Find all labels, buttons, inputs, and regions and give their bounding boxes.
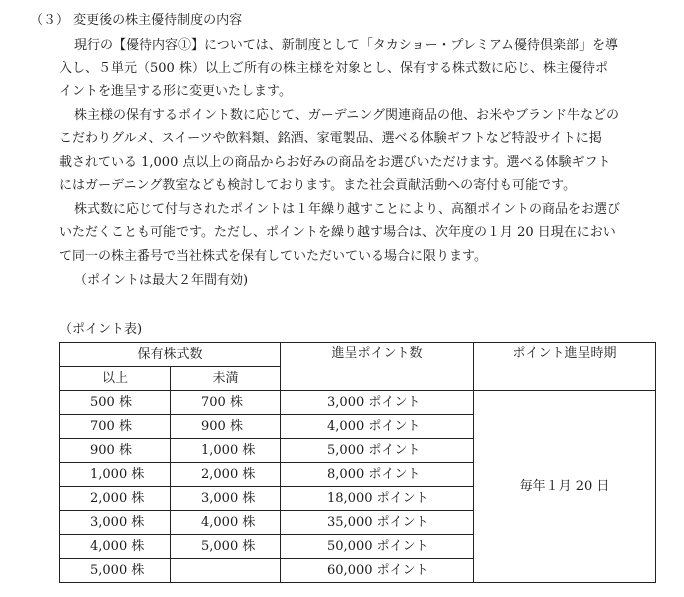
header-shares: 保有株式数 — [60, 343, 281, 367]
row-from: 3,000 株 — [60, 511, 171, 535]
row-to: 4,000 株 — [171, 511, 281, 535]
paragraph-3-line-2: いただくことも可能です。ただし、ポイントを繰り越す場合は、次年度の１月 20 日現在におい — [59, 225, 616, 240]
row-to: 5,000 株 — [171, 535, 281, 559]
row-from: 700 株 — [60, 415, 171, 439]
row-to: 3,000 株 — [171, 487, 281, 511]
row-points: 60,000 ポイント — [281, 559, 474, 583]
table-caption: （ポイント表) — [59, 322, 143, 337]
row-from: 500 株 — [60, 391, 171, 415]
row-points: 18,000 ポイント — [281, 487, 474, 511]
row-from: 2,000 株 — [60, 487, 171, 511]
paragraph-1-line-2: 入し、５単元（500 株）以上ご所有の株主様を対象とし、保有する株式数に応じ、株主優待ポ — [59, 61, 608, 76]
paragraph-1-line-3: イントを進呈する形に変更いたします。 — [59, 84, 292, 99]
header-from: 以上 — [60, 367, 171, 391]
paragraph-1-line-1: 現行の【優待内容①】については、新制度として「タカショー・プレミアム優待倶楽部」を導 — [74, 38, 619, 53]
row-from: 1,000 株 — [60, 463, 171, 487]
row-points: 50,000 ポイント — [281, 535, 474, 559]
paragraph-2-line-1: 株主様の保有するポイント数に応じて、ガーデニング関連商品の他、お米やブランド牛などの — [74, 108, 619, 123]
row-to — [171, 559, 281, 583]
row-to: 1,000 株 — [171, 439, 281, 463]
header-timing: ポイント進呈時期 — [474, 343, 656, 391]
paragraph-3-line-1: 株式数に応じて付与されたポイントは１年繰り越すことにより、高額ポイントの商品をお選び — [74, 202, 621, 217]
row-points: 5,000 ポイント — [281, 439, 474, 463]
points-table — [59, 342, 656, 583]
row-points: 4,000 ポイント — [281, 415, 474, 439]
paragraph-3-line-3: て同一の株主番号で当社株式を保有していただいている場合に限ります。 — [59, 249, 487, 264]
row-to: 700 株 — [171, 391, 281, 415]
paragraph-2-line-3: 載されている 1,000 点以上の商品からお好みの商品をお選びいただけます。選べる体験ギフト — [59, 155, 611, 170]
row-from: 900 株 — [60, 439, 171, 463]
row-to: 900 株 — [171, 415, 281, 439]
row-points: 8,000 ポイント — [281, 463, 474, 487]
row-points: 35,000 ポイント — [281, 511, 474, 535]
header-points: 進呈ポイント数 — [281, 343, 474, 391]
row-from: 5,000 株 — [60, 559, 171, 583]
timing-value: 毎年１月 20 日 — [474, 391, 656, 583]
row-to: 2,000 株 — [171, 463, 281, 487]
header-to: 未満 — [171, 367, 281, 391]
row-from: 4,000 株 — [60, 535, 171, 559]
section-heading: （３） 変更後の株主優待制度の内容 — [30, 13, 243, 28]
paragraph-2-line-2: こだわりグルメ、スイーツや飲料類、銘酒、家電製品、選べる体験ギフトなど特設サイトに掲 — [59, 131, 602, 146]
row-points: 3,000 ポイント — [281, 391, 474, 415]
validity-note: （ポイントは最大２年間有効) — [74, 273, 249, 288]
table-row — [60, 391, 656, 415]
paragraph-2-line-4: にはガーデニング教室なども検討しております。また社会貢献活動への寄付も可能です。 — [59, 178, 577, 193]
